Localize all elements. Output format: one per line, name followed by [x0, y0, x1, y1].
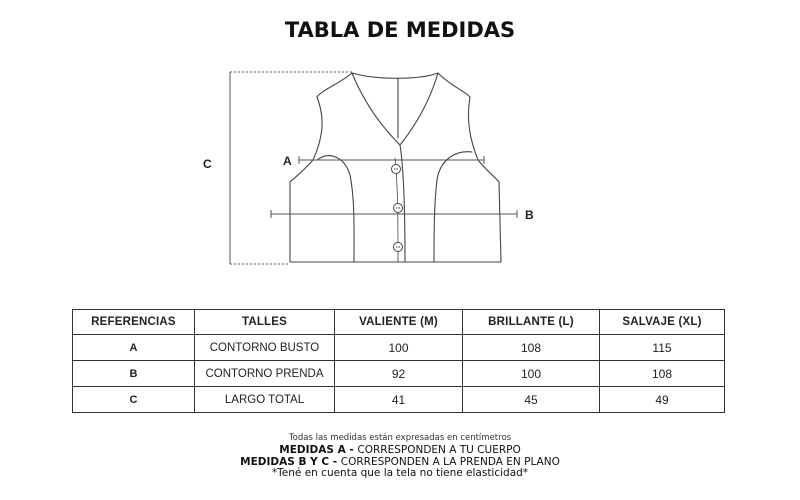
footer-medidas-bc-label: MEDIDAS B Y C -: [240, 456, 341, 468]
cell-l: 45: [463, 387, 600, 413]
measure-line-b: [271, 210, 517, 218]
header-referencias: REFERENCIAS: [73, 310, 195, 335]
cell-l: 100: [463, 361, 600, 387]
cell-l: 108: [463, 335, 600, 361]
cell-m: 41: [335, 387, 463, 413]
cell-talle: CONTORNO PRENDA: [195, 361, 335, 387]
footer-medidas-a-label: MEDIDAS A -: [279, 444, 358, 456]
header-valiente-m: VALIENTE (M): [335, 310, 463, 335]
diagram-label-a: A: [283, 154, 292, 168]
cell-ref: A: [73, 335, 195, 361]
measure-line-a: [299, 156, 484, 164]
cell-xl: 49: [600, 387, 725, 413]
cell-ref: B: [73, 361, 195, 387]
cell-m: 100: [335, 335, 463, 361]
cell-xl: 108: [600, 361, 725, 387]
cell-ref: C: [73, 387, 195, 413]
cell-m: 92: [335, 361, 463, 387]
footer-elasticity-note: *Tené en cuenta que la tela no tiene elasticidad*: [271, 467, 529, 479]
footer-medidas-a: [0, 444, 800, 456]
footer-units-note: Todas las medidas están expresadas en centímetros: [288, 433, 512, 443]
cell-talle: CONTORNO BUSTO: [195, 335, 335, 361]
table-row: [73, 361, 725, 387]
cell-xl: 115: [600, 335, 725, 361]
table-row: [73, 335, 725, 361]
footer-medidas-a-text: CORRESPONDEN A TU CUERPO: [357, 444, 521, 456]
diagram-label-b: B: [525, 208, 534, 222]
header-talles: TALLES: [195, 310, 335, 335]
measure-line-c: [230, 72, 352, 264]
header-brillante-l: BRILLANTE (L): [463, 310, 600, 335]
page-title: TABLA DE MEDIDAS: [284, 18, 516, 42]
footer-medidas-bc-text: CORRESPONDEN A LA PRENDA EN PLANO: [340, 456, 560, 468]
header-salvaje-xl: SALVAJE (XL): [600, 310, 725, 335]
cell-talle: LARGO TOTAL: [195, 387, 335, 413]
size-table: [72, 309, 725, 413]
diagram-label-c: C: [203, 157, 212, 171]
table-row: [73, 387, 725, 413]
table-header-row: [73, 310, 725, 335]
